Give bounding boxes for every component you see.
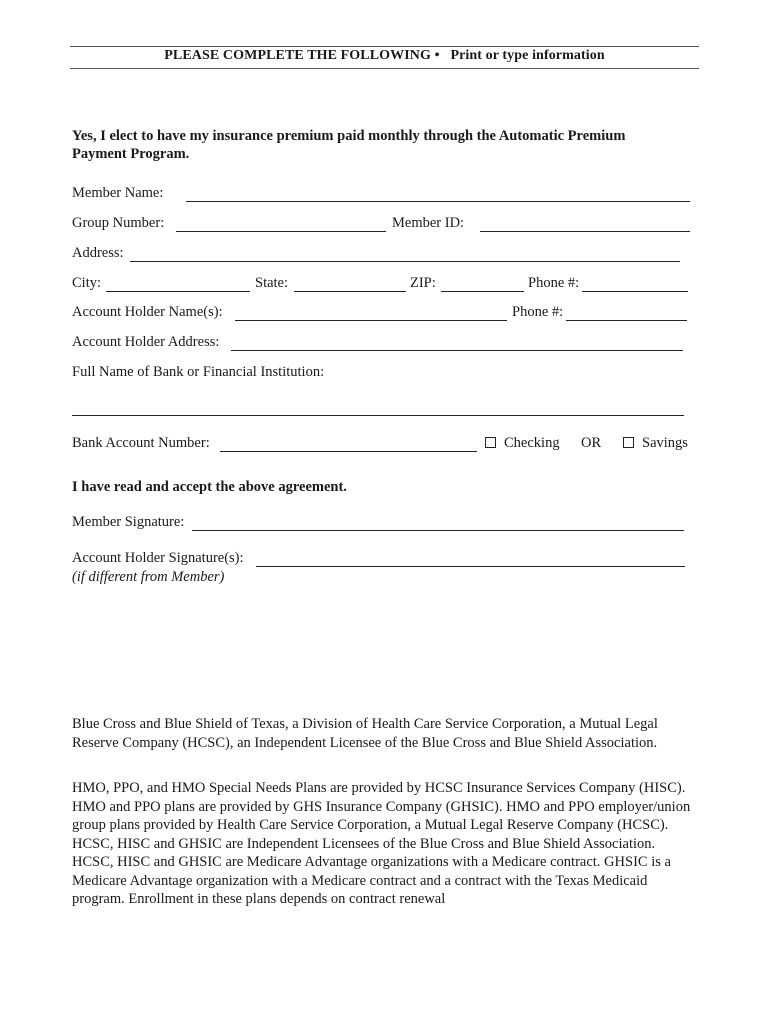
phone-label: Phone #: (528, 275, 580, 291)
savings-checkbox[interactable] (623, 437, 634, 448)
member-name-label: Member Name: (72, 185, 164, 201)
footer-paragraph-2: HMO, PPO, and HMO Special Needs Plans are provided by HCSC Insurance Services Company (HISC). HMO and PPO plans are provided by GHS Insurance Company (GHSIC). HMO and PPO employer/union group plans provided by Health Care Service Corporation, a Mutual Legal Reserve Company (HCSC). HCSC, HISC and GHSIC are Independent Licensees of the Blue Cross and Blue Shield Association. HCSC, HISC and GHSIC are Medicare Advantage organizations with a Medicare contract. GHSIC is a Medicare Advantage organization with a Medicare contract and a contract with the Texas Medicaid program. Enrollment in these plans depends on contract renewal (72, 780, 691, 907)
state-label: State: (255, 275, 289, 291)
member-name-field[interactable] (186, 201, 690, 202)
account-holder-phone-field[interactable] (566, 320, 687, 321)
zip-field[interactable] (441, 291, 524, 292)
bank-name-label: Full Name of Bank or Financial Institution: (72, 364, 325, 380)
phone-field[interactable] (582, 291, 688, 292)
city-label: City: (72, 275, 102, 291)
account-holder-address-label: Account Holder Address: (72, 334, 220, 350)
city-field[interactable] (106, 291, 250, 292)
header-bottom-rule (70, 68, 699, 69)
account-holder-names-field[interactable] (235, 320, 507, 321)
agreement-heading: I have read and accept the above agreement. (72, 479, 347, 495)
group-number-field[interactable] (176, 231, 386, 232)
state-field[interactable] (294, 291, 406, 292)
checking-label: Checking (504, 435, 560, 451)
account-holder-phone-label: Phone #: (512, 304, 564, 320)
zip-label: ZIP: (410, 275, 436, 291)
bank-account-number-field[interactable] (220, 451, 477, 452)
member-signature-label: Member Signature: (72, 514, 185, 530)
bank-name-field[interactable] (72, 415, 684, 416)
account-holder-names-label: Account Holder Name(s): (72, 304, 223, 320)
checking-checkbox[interactable] (485, 437, 496, 448)
group-number-label: Group Number: (72, 215, 165, 231)
bank-account-number-label: Bank Account Number: (72, 435, 210, 451)
member-signature-field[interactable] (192, 530, 684, 531)
savings-label: Savings (642, 435, 688, 451)
account-holder-address-field[interactable] (231, 350, 683, 351)
or-label: OR (581, 435, 602, 451)
account-holder-signature-label: Account Holder Signature(s): (72, 550, 244, 566)
account-holder-signature-field[interactable] (256, 566, 685, 567)
address-label: Address: (72, 245, 124, 261)
header-top-rule (70, 46, 699, 47)
header-note: Print or type information (450, 48, 605, 63)
form-header (70, 48, 699, 64)
election-statement: Yes, I elect to have my insurance premium paid monthly through the Automatic Premium Payment Program. (72, 128, 626, 162)
member-id-field[interactable] (480, 231, 690, 232)
address-field[interactable] (130, 261, 680, 262)
header-instruction: PLEASE COMPLETE THE FOLLOWING • (164, 48, 440, 63)
member-id-label: Member ID: (392, 215, 465, 231)
footer-paragraph-1: Blue Cross and Blue Shield of Texas, a Division of Health Care Service Corporation, a Mutual Legal Reserve Company (HCSC), an Independent Licensee of the Blue Cross and Blue Shield Association. (72, 716, 658, 751)
signature-note: (if different from Member) (72, 569, 225, 585)
